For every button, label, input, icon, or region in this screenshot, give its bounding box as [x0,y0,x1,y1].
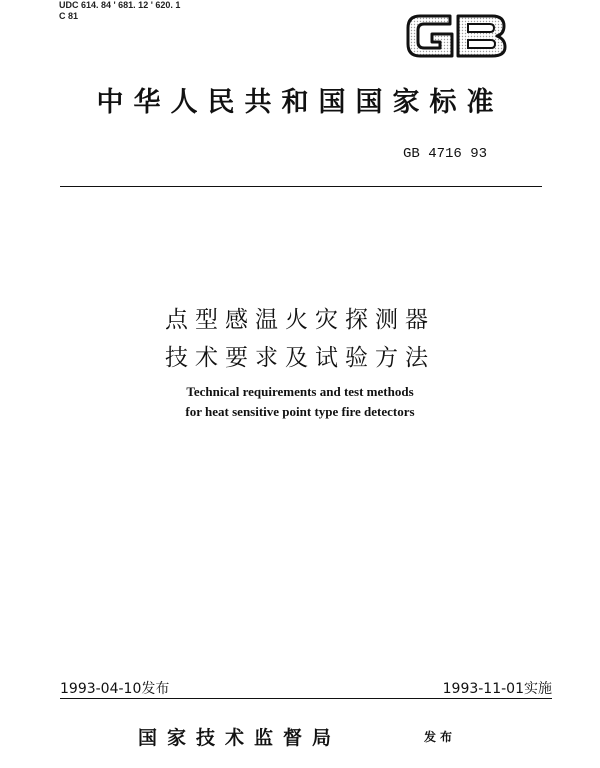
chinese-title-line-1: 点型感温火灾探测器 [165,307,435,333]
implementation-date: 1993-11-01实施 [442,681,552,697]
english-title-line-1: Technical requirements and test methods [186,384,414,399]
chinese-title-line-2: 技术要求及试验方法 [165,345,435,371]
english-title-line-2: for heat sensitive point type fire detectors [185,404,415,419]
top-divider [60,186,542,187]
issuer-suffix: 发布 [424,730,457,744]
bottom-divider [60,698,552,699]
udc-code: UDC 614. 84 ' 681. 12 ' 620. 1 [59,0,181,10]
issuing-authority: 国家技术监督局 [138,727,342,749]
gb-standard-logo-icon [404,8,508,64]
ccs-code: C 81 [59,11,79,21]
standard-number: GB 4716 93 [403,146,488,162]
issue-date: 1993-04-10发布 [60,681,170,697]
gb-logo [404,8,508,64]
standard-title: 中华人民共和国国家标准 [96,87,504,118]
classification-codes [59,0,180,22]
